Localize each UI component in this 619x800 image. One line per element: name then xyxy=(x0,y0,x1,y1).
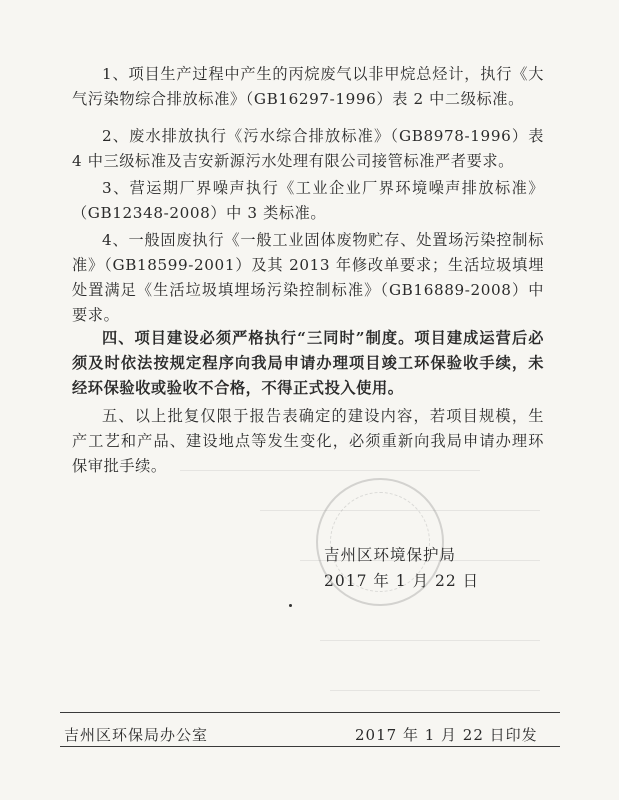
item-3-paragraph: 3、营运期厂界噪声执行《工业企业厂界环境噪声排放标准》（GB12348-2008）中 3 类标准。 xyxy=(72,179,544,222)
bleed-through-line xyxy=(320,640,540,641)
stray-mark xyxy=(289,604,292,607)
item-4-paragraph: 4、一般固废执行《一般工业固体废物贮存、处置场污染控制标准》（GB18599-2001）及其 2013 年修改单要求；生活垃圾填埋处置满足《生活垃圾填埋场污染控制标准》（GB16889-2008）中要求。 xyxy=(72,231,544,324)
item-1-paragraph: 1、项目生产过程中产生的丙烷废气以非甲烷总烃计，执行《大气污染物综合排放标准》（GB16297-1996）表 2 中二级标准。 xyxy=(72,65,544,108)
section-five-paragraph: 五、以上批复仅限于报告表确定的建设内容，若项目规模，生产工艺和产品、建设地点等发生变化，必须重新向我局申请办理环保审批手续。 xyxy=(72,407,544,475)
footer-bottom-rule xyxy=(60,746,560,747)
footer-print-date: 2017 年 1 月 22 日印发 xyxy=(355,726,538,744)
section-four-paragraph: 四、项目建设必须严格执行“三同时”制度。项目建成运营后必须及时依法按规定程序向我局申请办理项目竣工环保验收手续，未经环保验收或验收不合格，不得正式投入使用。 xyxy=(72,329,544,397)
footer-top-rule xyxy=(60,712,560,713)
item-2-paragraph: 2、废水排放执行《污水综合排放标准》（GB8978-1996）表 4 中三级标准及吉安新源污水处理有限公司接管标准严者要求。 xyxy=(72,127,544,170)
issue-date: 2017 年 1 月 22 日 xyxy=(324,572,480,590)
issuer-name: 吉州区环境保护局 xyxy=(324,546,457,564)
footer-office: 吉州区环保局办公室 xyxy=(64,726,209,744)
bleed-through-line xyxy=(330,690,540,691)
